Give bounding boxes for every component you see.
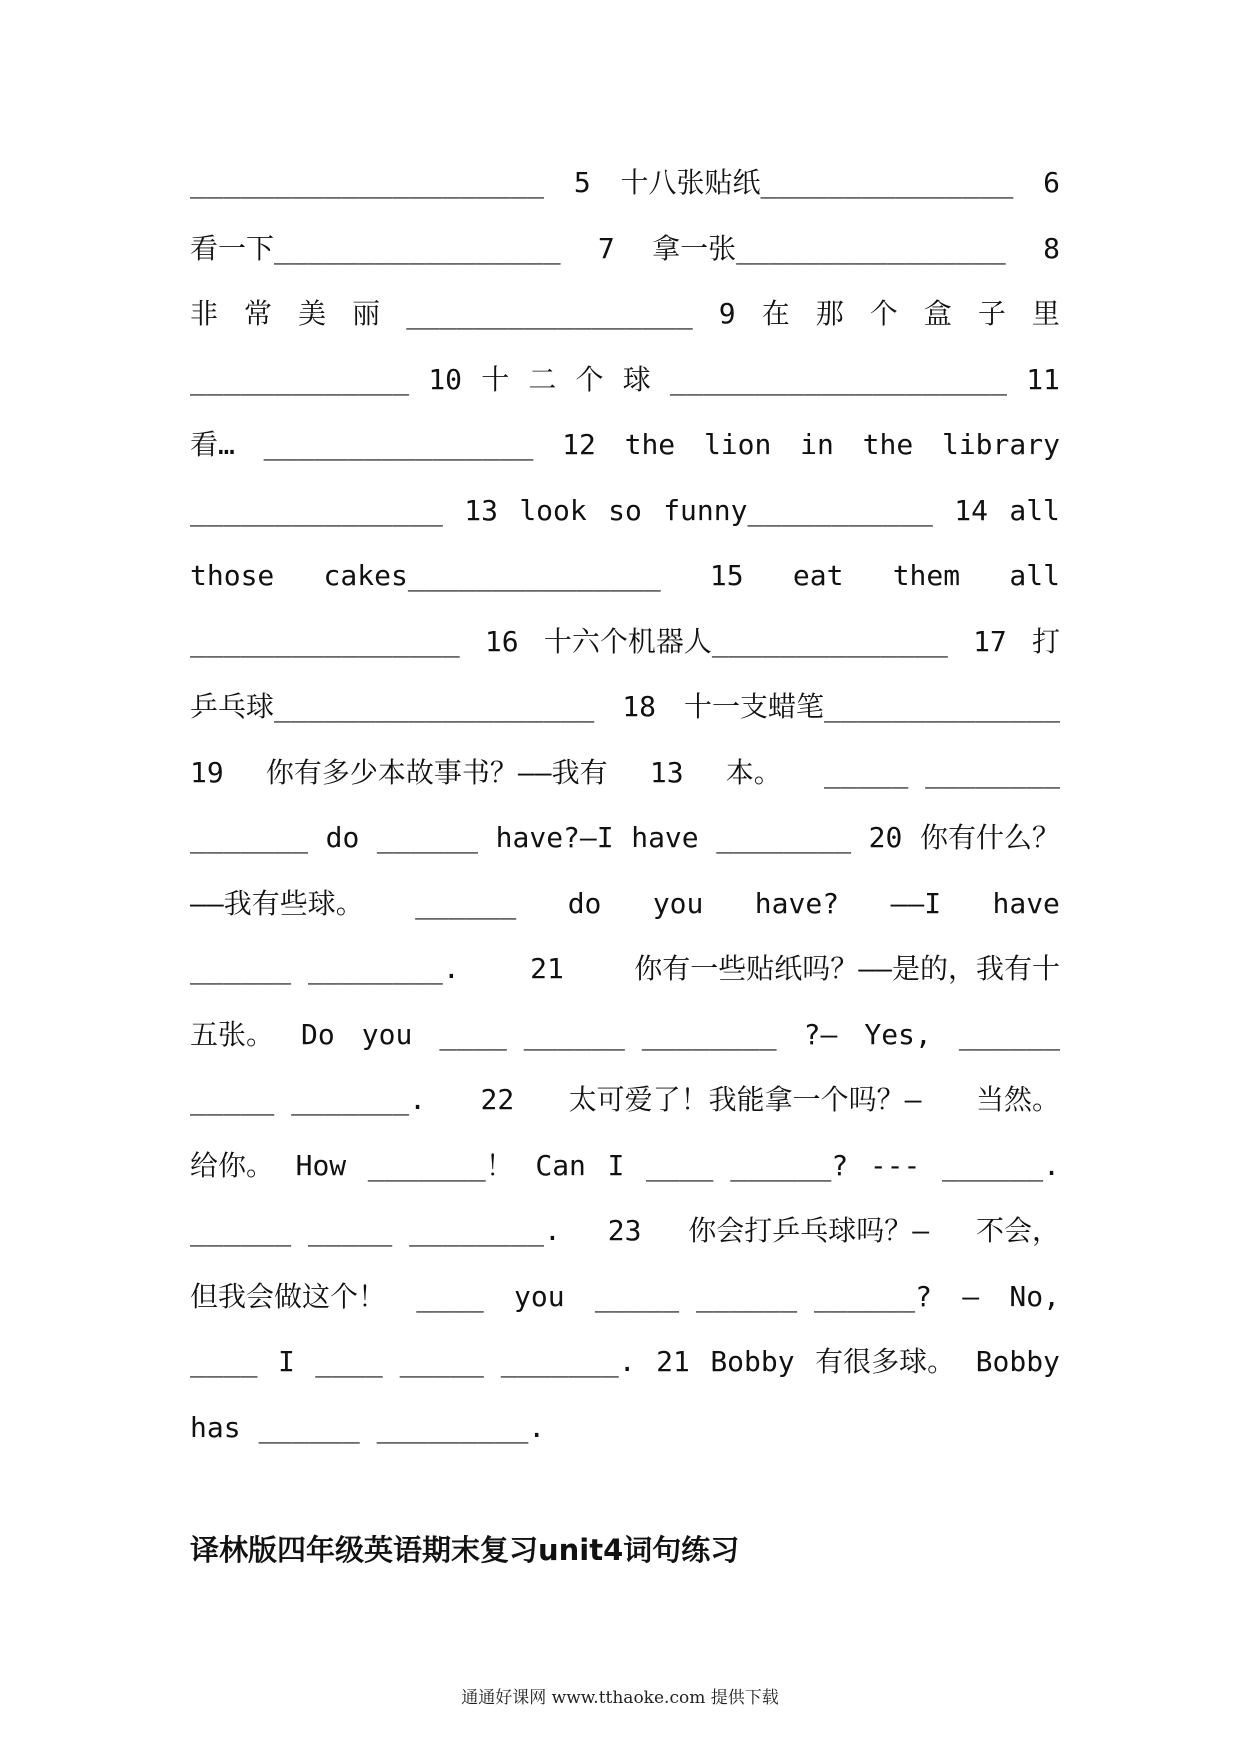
line-text: 在 — [761, 297, 790, 330]
line-text: lion — [703, 428, 772, 461]
line-text: ——I — [890, 886, 942, 920]
line-text: 21 — [530, 952, 564, 985]
line-text: 十六个机器人______________ — [543, 624, 948, 658]
exercise-line — [190, 412, 1060, 478]
line-text: ________ — [716, 821, 852, 854]
line-text: ____________________ — [669, 362, 1008, 396]
line-text: ______ ________. — [190, 952, 460, 985]
line-text: the — [624, 428, 676, 461]
line-text: _____ ______ ______? — [594, 1279, 932, 1313]
line-text: 你有什么？ — [919, 821, 1060, 854]
line-text: 当然。 — [975, 1083, 1060, 1116]
line-text: How — [295, 1148, 347, 1182]
exercise-line — [190, 871, 1060, 937]
line-text: 五张。 — [190, 1017, 275, 1051]
line-text: 你有一些贴纸吗？——是的，我有十 — [634, 952, 1060, 985]
line-text: cakes_______________ — [323, 559, 661, 592]
line-text: --- — [869, 1148, 921, 1182]
line-text: _______！ — [367, 1148, 514, 1182]
line-text: _____ ________ — [823, 755, 1060, 789]
line-text: _______ — [190, 821, 309, 854]
line-text: ______ _____ ________. — [190, 1214, 561, 1247]
line-text: 16 — [484, 624, 519, 658]
line-text: 你会打乒乓球吗？— — [688, 1214, 930, 1247]
line-text: 5 — [573, 166, 591, 199]
line-text: _____________________ — [190, 166, 545, 199]
line-text: 太可爱了！我能拿一个吗？— — [568, 1083, 922, 1116]
line-text: I — [607, 1148, 625, 1182]
line-text: 你有多少本故事书？——我有 — [265, 755, 608, 789]
exercise-line — [190, 216, 1060, 282]
line-text: 20 — [868, 821, 903, 854]
line-text: 球 — [622, 362, 651, 396]
line-text: 18 — [622, 690, 656, 723]
line-text: 常 — [244, 297, 273, 330]
line-text: 十一支蜡笔______________ — [683, 690, 1060, 723]
exercise-line — [190, 805, 1060, 871]
line-text: 14 — [954, 493, 988, 527]
line-text: have?—I — [495, 821, 614, 854]
line-text: _____________ — [190, 362, 410, 396]
line-text: you — [513, 1279, 565, 1313]
exercise-line — [190, 936, 1060, 1002]
line-text: 22 — [480, 1083, 515, 1116]
line-text: ____ — [190, 1345, 258, 1378]
line-text: you — [652, 886, 704, 920]
line-text: have — [992, 886, 1060, 920]
line-text: Can — [535, 1148, 586, 1182]
line-text: 6 — [1043, 166, 1060, 199]
line-text: Do — [301, 1017, 335, 1051]
line-text: I — [277, 1345, 295, 1378]
line-text: 丽 — [352, 297, 381, 330]
exercise-line — [190, 347, 1060, 413]
line-text: those — [190, 559, 275, 592]
line-text: Bobby — [710, 1345, 795, 1378]
line-text: ________________ — [263, 428, 534, 461]
line-text: Yes, — [864, 1017, 932, 1051]
exercise-body — [190, 150, 1060, 1460]
line-text: 那 — [815, 297, 844, 330]
line-text: funny___________ — [663, 493, 933, 527]
exercise-line — [190, 1198, 1060, 1264]
line-text: ____ _____ _______. — [315, 1345, 636, 1378]
line-text: 本。 — [725, 755, 782, 789]
line-text: 看… — [190, 428, 235, 461]
line-text: 21 — [656, 1345, 690, 1378]
line-text: _____ _______. — [190, 1083, 427, 1116]
line-text: 子 — [977, 297, 1006, 330]
line-text: 11 — [1026, 362, 1060, 396]
line-text: 非 — [190, 297, 219, 330]
line-text: 7 — [597, 231, 615, 265]
line-text: you — [361, 1017, 413, 1051]
line-text: has — [190, 1410, 241, 1444]
line-text: Bobby — [975, 1345, 1060, 1378]
line-text: No, — [1009, 1279, 1060, 1313]
line-text: ______ — [415, 886, 517, 920]
line-text: do — [325, 821, 360, 854]
line-text: 有很多球。 — [815, 1345, 956, 1378]
line-text: 但我会做这个！ — [190, 1279, 387, 1313]
line-text: — — [962, 1279, 980, 1313]
line-text: 17 — [973, 624, 1007, 658]
line-text: 13 — [464, 493, 498, 527]
exercise-line — [190, 609, 1060, 675]
line-text: them — [892, 559, 961, 592]
line-text: 15 — [709, 559, 744, 592]
line-text: 十八张贴纸_______________ — [620, 166, 1014, 199]
page-footer: 通通好课网 www.tthaoke.com 提供下载 — [461, 1688, 779, 1708]
exercise-line — [190, 150, 1060, 216]
line-text: 个 — [575, 362, 604, 396]
line-text: ____ ______ ________ — [439, 1017, 777, 1051]
line-text: 拿一张________________ — [652, 231, 1006, 265]
line-text: all — [1009, 493, 1060, 527]
line-text: library — [941, 428, 1060, 461]
line-text: 8 — [1043, 231, 1060, 265]
exercise-line — [190, 1002, 1060, 1068]
exercise-line — [190, 543, 1060, 609]
line-text: 给你。 — [190, 1148, 275, 1182]
line-text: 19 — [190, 755, 224, 789]
line-text: 10 — [428, 362, 463, 396]
line-text: look — [519, 493, 587, 527]
line-text: ______ _________. — [258, 1410, 546, 1444]
exercise-line — [190, 1264, 1060, 1330]
line-text: 十 — [481, 362, 510, 396]
line-text: so — [608, 493, 642, 527]
exercise-line — [190, 478, 1060, 544]
line-text: all — [1009, 559, 1060, 592]
line-text: ?— — [803, 1017, 838, 1051]
line-text: ______ — [376, 821, 479, 854]
line-text: 9 — [718, 297, 736, 330]
line-text: 23 — [607, 1214, 642, 1247]
line-text: 二 — [528, 362, 557, 396]
exercise-line — [190, 1395, 1060, 1461]
line-text: 美 — [298, 297, 327, 330]
exercise-line — [190, 740, 1060, 806]
line-text: 不会， — [975, 1214, 1060, 1247]
line-text: 个 — [869, 297, 898, 330]
line-text: ____ — [416, 1279, 484, 1313]
line-text: 乒乓球___________________ — [190, 690, 595, 723]
line-text: do — [567, 886, 602, 920]
line-text: ____ ______? — [645, 1148, 849, 1182]
line-text: 里 — [1031, 297, 1060, 330]
line-text: 打 — [1031, 624, 1060, 658]
line-text: have — [631, 821, 699, 854]
exercise-line — [190, 1329, 1060, 1395]
exercise-line — [190, 281, 1060, 347]
line-text: ——我有些球。 — [190, 886, 364, 920]
line-text: 看一下_________________ — [190, 231, 561, 265]
line-text: ______. — [941, 1148, 1060, 1182]
exercise-line — [190, 1133, 1060, 1199]
line-text: 13 — [649, 755, 684, 789]
line-text: eat — [792, 559, 844, 592]
line-text: the — [862, 428, 914, 461]
line-text: _________________ — [406, 297, 693, 330]
page-title: 译林版四年级英语期末复习unit4词句练习 — [190, 1533, 740, 1567]
exercise-line — [190, 1067, 1060, 1133]
line-text: 盒 — [923, 297, 952, 330]
line-text: 12 — [562, 428, 596, 461]
exercise-line — [190, 674, 1060, 740]
line-text: ________________ — [190, 624, 460, 658]
line-text: _______________ — [190, 493, 443, 527]
line-text: in — [800, 428, 834, 461]
line-text: have? — [754, 886, 840, 920]
line-text: ______ — [958, 1017, 1060, 1051]
